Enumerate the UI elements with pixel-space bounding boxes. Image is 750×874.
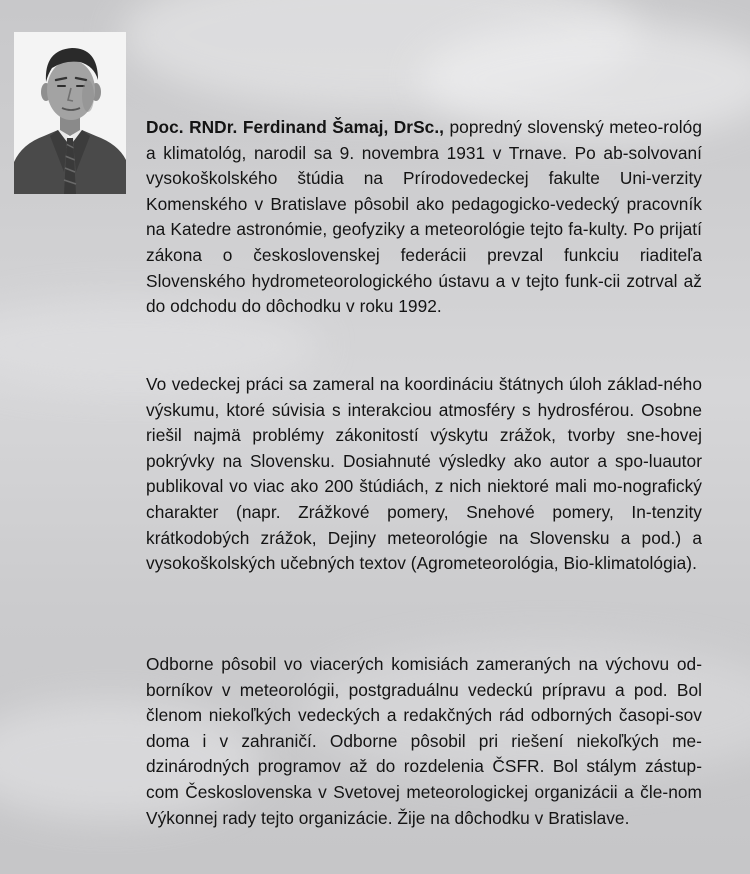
- bio-paragraph-1-text: popredný slovenský meteo-rológ a klimatológ, narodil sa 9. novembra 1931 v Trnave. Po ab-solvovaní vysokoškolského štúdia na Prírodovedeckej fakulte Uni-verzity Komenského v Bratislave pôsobil ako pedagogicko-vedecký pracovník na Katedre astronómie, geofyziky a meteorológie tejto fa-kulty. Po prijatí zákona o československej federácii prevzal funkciu riaditeľa Slovenského hydrometeorologického ústavu a v tejto funk-cii zotrval až do odchodu do dôchodku v roku 1992.: [146, 117, 702, 317]
- portrait-photo: [14, 32, 126, 194]
- bio-paragraph-1: [146, 115, 702, 320]
- portrait-icon: [14, 32, 126, 194]
- bio-paragraph-3: Odborne pôsobil vo viacerých komisiách zameraných na výchovu od-borníkov v meteorológii, postgraduálnu vedeckú prípravu a pod. Bol členom niekoľkých vedeckých a redakčných rád odborných časopi-sov doma i v zahraničí. Odborne pôsobil pri riešení niekoľkých me-dzinárodných programov až do rozdelenia ČSFR. Bol stálym zástup-com Československa v Svetovej meteorologickej organizácii a čle-nom Výkonnej rady tejto organizácie. Žije na dôchodku v Bratislave.: [146, 654, 702, 828]
- person-name: Doc. RNDr. Ferdinand Šamaj, DrSc.,: [146, 117, 445, 137]
- bio-paragraph-2: Vo vedeckej práci sa zameral na koordináciu štátnych úloh základ-ného výskumu, ktoré súvisia s interakciou atmosféry s hydrosférou. Osobne riešil najmä problémy zákonitostí výskytu zrážok, tvorby sne-hovej pokrývky na Slovensku. Dosiahnuté výsledky ako autor a spo-luautor publikoval vo viac ako 200 štúdiách, z nich niektoré mali mo-nografický charakter (napr. Zrážkové pomery, Snehové pomery, In-tenzity krátkodobých zrážok, Dejiny meteorológie na Slovensku a pod.) a vysokoškolských učebných textov (Agrometeorológia, Bio-klimatológia).: [146, 374, 702, 574]
